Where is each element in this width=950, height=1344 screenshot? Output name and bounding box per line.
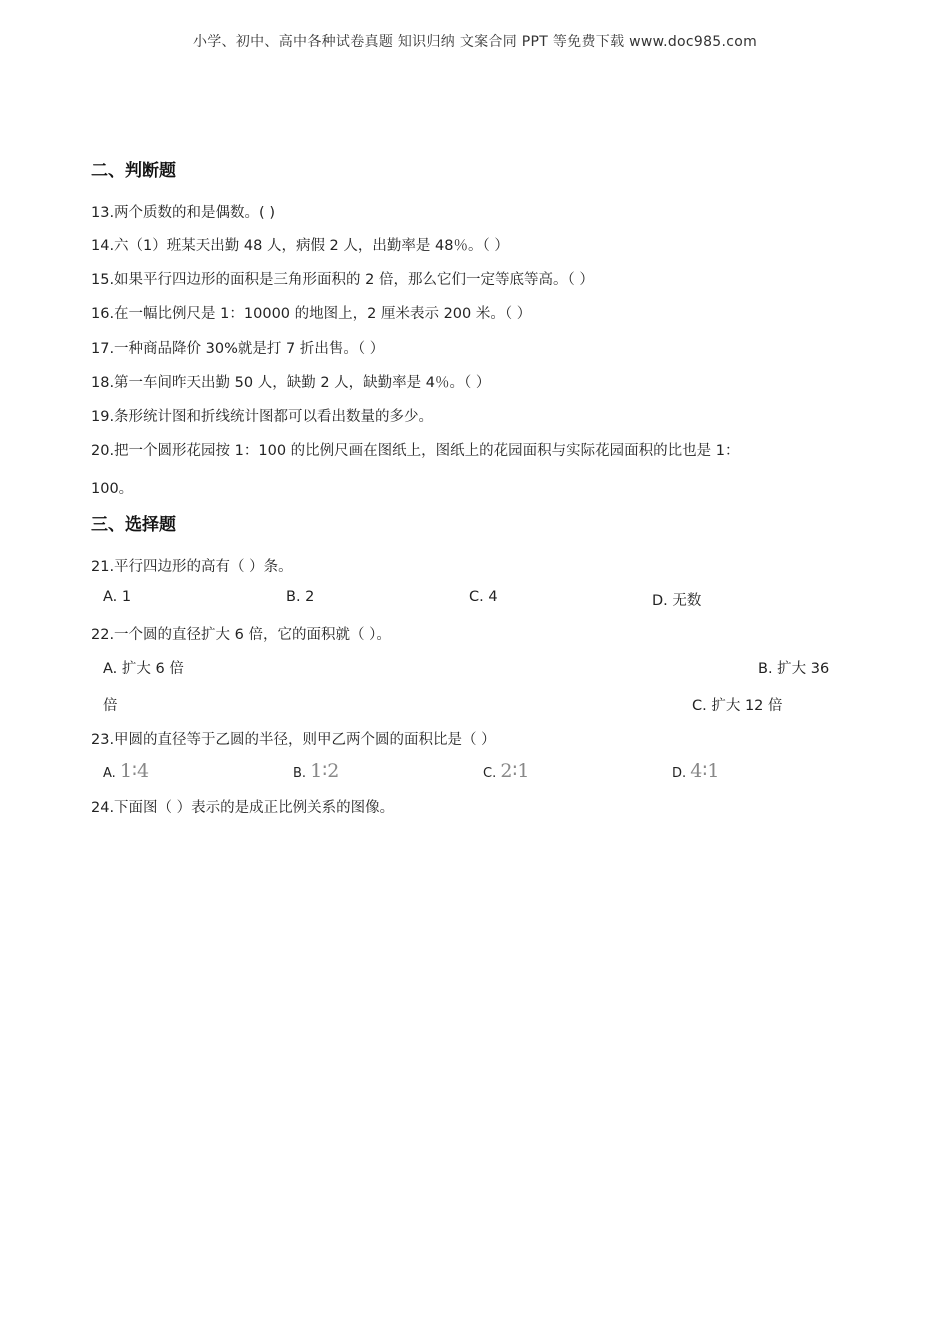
q23-option-c — [483, 760, 529, 782]
question-24: 24.下面图（ ）表示的是成正比例关系的图像。 — [91, 800, 395, 816]
q21-option-d: D. 无数 — [652, 593, 702, 609]
question-14: 14.六（1）班某天出勤 48 人，病假 2 人，出勤率是 48％。（ ） — [91, 238, 509, 254]
q23-option-d-ratio: 4∶1 — [690, 760, 720, 782]
question-23: 23.甲圆的直径等于乙圆的半径，则甲乙两个圆的面积比是（ ） — [91, 732, 496, 748]
section-title-judgment: 二、判断题 — [91, 161, 176, 181]
q23-option-a-ratio: 1∶4 — [119, 760, 150, 782]
question-17: 17.一种商品降价 30%就是打 7 折出售。（ ） — [91, 341, 385, 357]
q23-option-d — [672, 760, 719, 782]
q23-option-d-label: D. — [672, 766, 691, 781]
q23-option-c-label: C. — [483, 766, 501, 781]
question-20-line1: 20.把一个圆形花园按 1：100 的比例尺画在图纸上，图纸上的花园面积与实际花园面积的比也是 1： — [91, 443, 740, 459]
q23-option-a — [103, 760, 149, 782]
page-header: 小学、初中、高中各种试卷真题 知识归纳 文案合同 PPT 等免费下载 www.doc985.com — [192, 34, 758, 50]
q21-option-a: A. 1 — [103, 589, 132, 605]
q23-option-b-ratio: 1∶2 — [310, 760, 340, 782]
q21-option-b: B. 2 — [286, 589, 315, 605]
question-22: 22.一个圆的直径扩大 6 倍，它的面积就（ ）。 — [91, 627, 391, 643]
q23-option-c-ratio: 2∶1 — [500, 760, 530, 782]
question-16: 16.在一幅比例尺是 1：10000 的地图上，2 厘米表示 200 米。（ ） — [91, 306, 532, 322]
q22-option-a: A. 扩大 6 倍 — [103, 661, 184, 677]
question-18: 18.第一车间昨天出勤 50 人，缺勤 2 人，缺勤率是 4％。（ ） — [91, 375, 491, 391]
q21-option-c: C. 4 — [469, 589, 498, 605]
q22-option-c: C. 扩大 12 倍 — [692, 698, 783, 714]
question-21: 21.平行四边形的高有（ ）条。 — [91, 559, 293, 575]
question-19: 19.条形统计图和折线统计图都可以看出数量的多少。 — [91, 409, 434, 425]
q23-option-b — [293, 760, 339, 782]
question-20-line2: 100。 — [91, 481, 134, 497]
q23-option-b-label: B. — [293, 766, 311, 781]
q22-option-b: B. 扩大 36 — [758, 661, 830, 677]
q22-option-b-continued: 倍 — [103, 698, 118, 714]
q23-option-a-label: A. — [103, 766, 120, 781]
question-15: 15.如果平行四边形的面积是三角形面积的 2 倍，那么它们一定等底等高。（ ） — [91, 272, 594, 288]
question-13: 13.两个质数的和是偶数。( ) — [91, 205, 275, 221]
section-title-choice: 三、选择题 — [91, 515, 176, 535]
